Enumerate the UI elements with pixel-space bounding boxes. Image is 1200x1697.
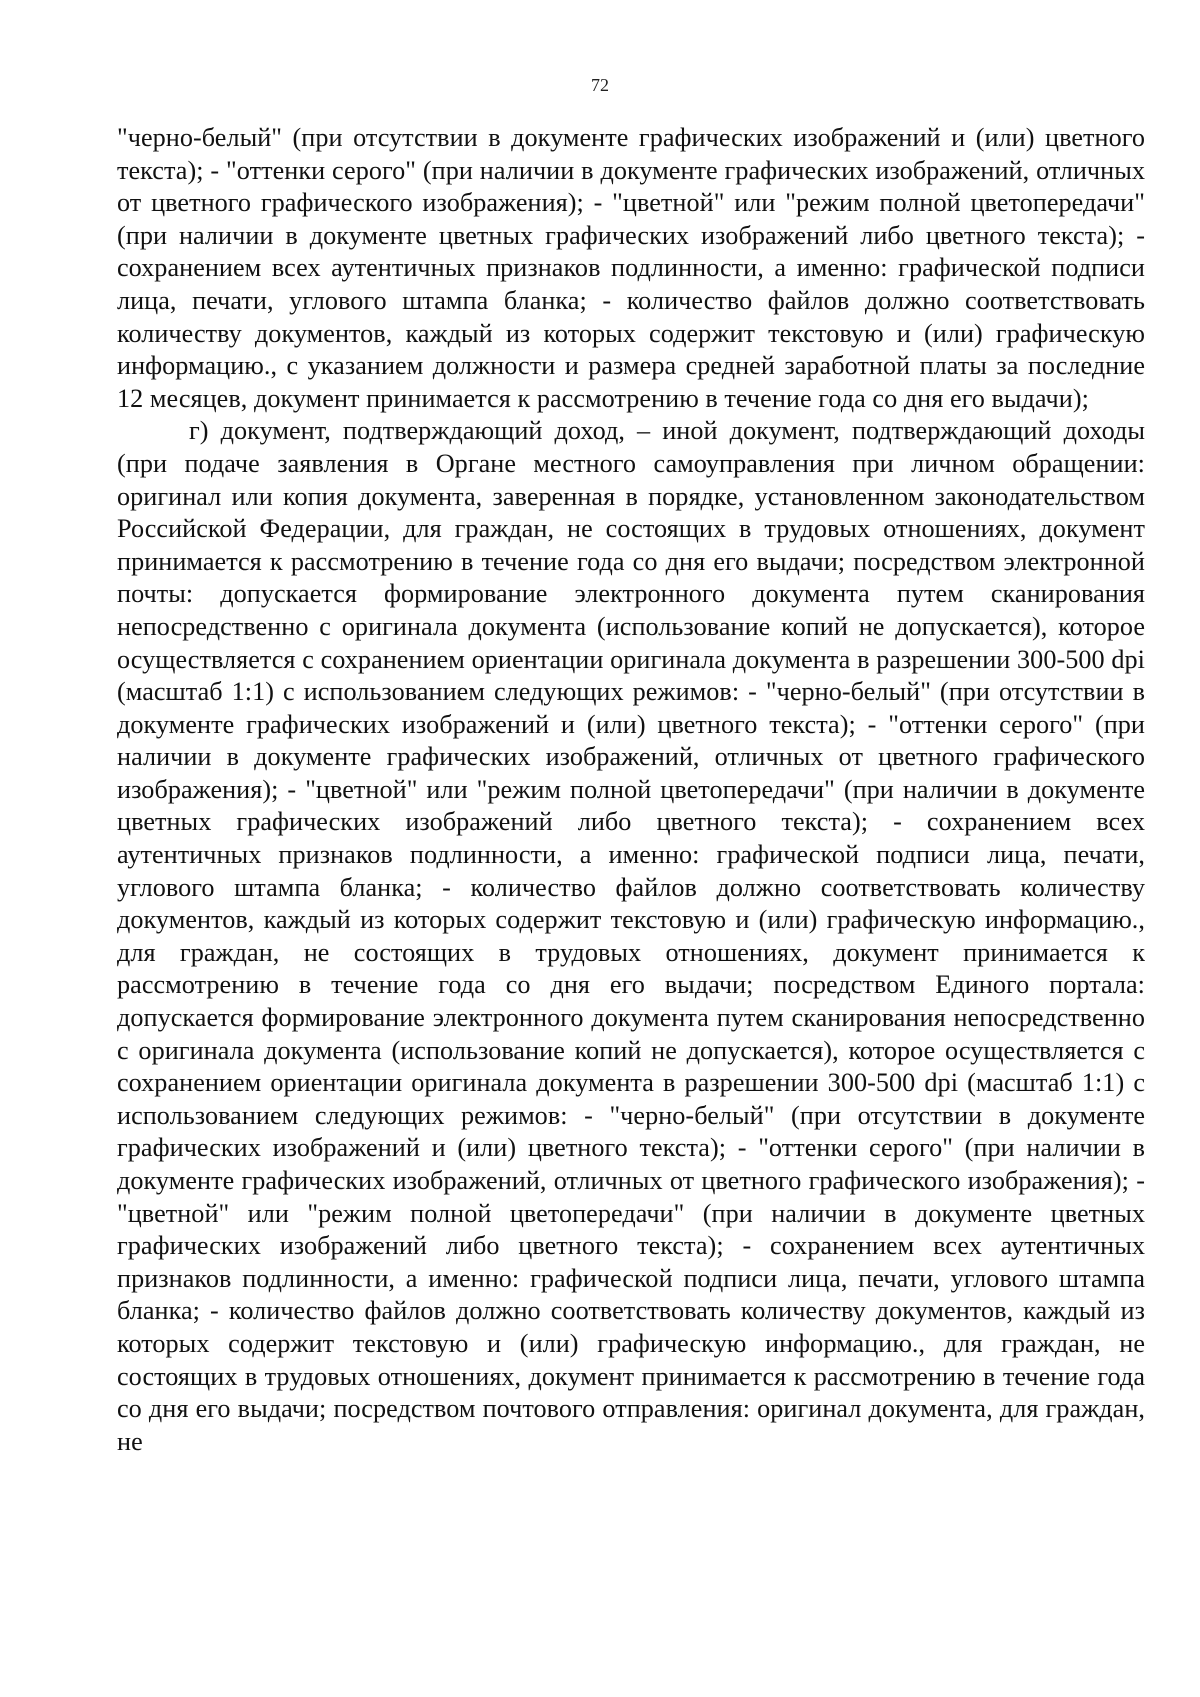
page-number: 72	[591, 75, 609, 95]
paragraph-continuation: "черно-белый" (при отсутствии в документе графических изображений и (или) цветного текста); - "оттенки серого" (при наличии в документе графических изображений, отличных от цветного графического изображения); - "цветной" или "режим полной цветопередачи" (при наличии в документе цветных графических изображений либо цветного текста); - сохранением всех аутентичных признаков подлинности, а именно: графической подписи лица, печати, углового штампа бланка; - количество файлов должно соответствовать количеству документов, каждый из которых содержит текстовую и (или) графическую информацию., с указанием должности и размера средней заработной платы за последние 12 месяцев, документ принимается к рассмотрению в течение года со дня его выдачи);	[117, 123, 1145, 413]
paragraph-item-g: г) документ, подтверждающий доход, – иной документ, подтверждающий доходы (при подаче заявления в Органе местного самоуправления при личном обращении: оригинал или копия документа, заверенная в порядке, установленном законодательством Российской Федерации, для граждан, не состоящих в трудовых отношениях, документ принимается к рассмотрению в течение года со дня его выдачи; посредством электронной почты: допускается формирование электронного документа путем сканирования непосредственно с оригинала документа (использование копий не допускается), которое осуществляется с сохранением ориентации оригинала документа в разрешении 300-500 dpi (масштаб 1:1) с использованием следующих режимов: - "черно-белый" (при отсутствии в документе графических изображений и (или) цветного текста); - "оттенки серого" (при наличии в документе графических изображений, отличных от цветного графического изображения); - "цветной" или "режим полной цветопередачи" (при наличии в документе цветных графических изображений либо цветного текста); - сохранением всех аутентичных признаков подлинности, а именно: графической подписи лица, печати, углового штампа бланка; - количество файлов должно соответствовать количеству документов, каждый из которых содержит текстовую и (или) графическую информацию., для граждан, не состоящих в трудовых отношениях, документ принимается к рассмотрению в течение года со дня его выдачи; посредством Единого портала: допускается формирование электронного документа путем сканирования непосредственно с оригинала документа (использование копий не допускается), которое осуществляется с сохранением ориентации оригинала документа в разрешении 300-500 dpi (масштаб 1:1) с использованием следующих режимов: - "черно-белый" (при отсутствии в документе графических изображений и (или) цветного текста); - "оттенки серого" (при наличии в документе графических изображений, отличных от цветного графического изображения); - "цветной" или "режим полной цветопередачи" (при наличии в документе цветных графических изображений либо цветного текста); - сохранением всех аутентичных признаков подлинности, а именно: графической подписи лица, печати, углового штампа бланка; - количество файлов должно соответствовать количеству документов, каждый из которых содержит текстовую и (или) графическую информацию., для граждан, не состоящих в трудовых отношениях, документ принимается к рассмотрению в течение года со дня его выдачи; посредством почтового отправления: оригинал документа, для граждан, не	[117, 416, 1145, 1456]
document-body	[117, 122, 1145, 1458]
